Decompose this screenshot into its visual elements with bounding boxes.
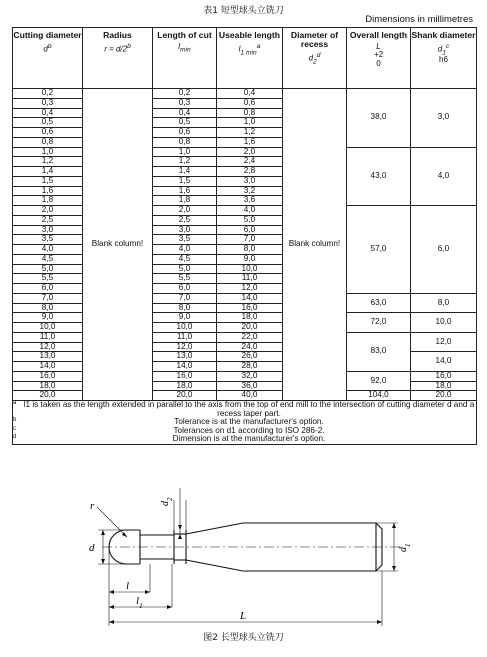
cell-cutting-diameter: 1,4 <box>13 167 83 177</box>
cell-useable-length: 12,0 <box>217 284 283 294</box>
units-note: Dimensions in millimetres <box>365 14 473 25</box>
table-row <box>13 313 477 323</box>
cell-shank-diameter: 20,0 <box>411 391 477 401</box>
cell-useable-length: 2,8 <box>217 167 283 177</box>
cell-radius-blank: Blank column! <box>83 89 153 401</box>
cell-useable-length: 20,0 <box>217 323 283 333</box>
table-body <box>13 89 477 401</box>
cell-cutting-diameter: 0,4 <box>13 108 83 118</box>
cell-shank-diameter: 16,0 <box>411 371 477 381</box>
label-d: d <box>89 542 95 554</box>
cell-length-of-cut: 3,0 <box>153 225 217 235</box>
cell-length-of-cut: 3,5 <box>153 235 217 245</box>
cell-useable-length: 6,0 <box>217 225 283 235</box>
cell-cutting-diameter: 16,0 <box>13 371 83 381</box>
cell-length-of-cut: 7,0 <box>153 293 217 303</box>
cell-overall-length: 72,0 <box>347 313 411 333</box>
cell-cutting-diameter: 9,0 <box>13 313 83 323</box>
label-r: r <box>90 500 95 512</box>
cell-length-of-cut: 6,0 <box>153 284 217 294</box>
cell-useable-length: 9,0 <box>217 254 283 264</box>
table-caption: 表1 短型球头立铣刀 <box>203 6 284 16</box>
cell-length-of-cut: 4,0 <box>153 245 217 255</box>
label-d2: $d_2$ <box>160 497 174 506</box>
cell-useable-length: 11,0 <box>217 274 283 284</box>
cell-length-of-cut: 1,6 <box>153 186 217 196</box>
cell-length-of-cut: 0,6 <box>153 128 217 138</box>
footnotes-row <box>13 401 477 445</box>
cell-useable-length: 5,0 <box>217 215 283 225</box>
cell-length-of-cut: 9,0 <box>153 313 217 323</box>
footnote-d: d Dimension is at the manufacturer's option. <box>13 434 326 444</box>
cell-length-of-cut: 0,3 <box>153 98 217 108</box>
footnotes <box>13 401 477 445</box>
cell-cutting-diameter: 14,0 <box>13 362 83 372</box>
cell-cutting-diameter: 11,0 <box>13 332 83 342</box>
cell-cutting-diameter: 7,0 <box>13 293 83 303</box>
cell-shank-diameter: 18,0 <box>411 381 477 391</box>
cell-length-of-cut: 0,5 <box>153 118 217 128</box>
cell-cutting-diameter: 20,0 <box>13 391 83 401</box>
cell-shank-diameter: 3,0 <box>411 89 477 148</box>
cell-useable-length: 4,0 <box>217 206 283 216</box>
cell-length-of-cut: 14,0 <box>153 362 217 372</box>
cell-useable-length: 1,2 <box>217 128 283 138</box>
cell-length-of-cut: 18,0 <box>153 381 217 391</box>
cell-cutting-diameter: 2,5 <box>13 215 83 225</box>
cell-length-of-cut: 13,0 <box>153 352 217 362</box>
cell-useable-length: 36,0 <box>217 381 283 391</box>
cell-length-of-cut: 5,5 <box>153 274 217 284</box>
cell-overall-length: 104,0 <box>347 391 411 401</box>
dimensions-table <box>12 27 477 445</box>
cell-useable-length: 1,6 <box>217 137 283 147</box>
cell-length-of-cut: 2,0 <box>153 206 217 216</box>
cell-length-of-cut: 2,5 <box>153 215 217 225</box>
cell-length-of-cut: 12,0 <box>153 342 217 352</box>
cell-cutting-diameter: 0,5 <box>13 118 83 128</box>
cell-shank-diameter: 6,0 <box>411 206 477 294</box>
cell-length-of-cut: 16,0 <box>153 371 217 381</box>
header-row <box>13 28 477 89</box>
cell-useable-length: 10,0 <box>217 264 283 274</box>
cell-useable-length: 8,0 <box>217 245 283 255</box>
label-l: l <box>126 580 130 592</box>
cell-shank-diameter: 14,0 <box>411 352 477 372</box>
cell-length-of-cut: 0,2 <box>153 89 217 99</box>
cell-cutting-diameter: 6,0 <box>13 284 83 294</box>
header-diameter-of-recess: Diameter of recess $d_2^d$ <box>283 28 347 89</box>
cell-overall-length: 83,0 <box>347 332 411 371</box>
cell-useable-length: 28,0 <box>217 362 283 372</box>
footnote-a: a l1 is taken as the length extended in parallel to the axis from the top of end mill to the intersection of cutting diameter d and a recess taper part. <box>13 400 475 418</box>
cell-length-of-cut: 4,5 <box>153 254 217 264</box>
cell-cutting-diameter: 0,2 <box>13 89 83 99</box>
cell-length-of-cut: 1,2 <box>153 157 217 167</box>
cell-useable-length: 0,4 <box>217 89 283 99</box>
end-mill-drawing <box>0 480 487 630</box>
cell-length-of-cut: 11,0 <box>153 332 217 342</box>
cell-length-of-cut: 0,4 <box>153 108 217 118</box>
cell-length-of-cut: 1,4 <box>153 167 217 177</box>
label-d1: $d_1$ <box>398 543 412 552</box>
cell-shank-diameter: 10,0 <box>411 313 477 333</box>
cell-useable-length: 2,4 <box>217 157 283 167</box>
header-shank-diameter: Shank diameter $d_1^c$ h6 <box>411 28 477 89</box>
cell-useable-length: 32,0 <box>217 371 283 381</box>
table-row <box>13 147 477 157</box>
label-L: L <box>240 610 247 622</box>
cell-overall-length: 92,0 <box>347 371 411 391</box>
cell-useable-length: 7,0 <box>217 235 283 245</box>
cell-useable-length: 0,8 <box>217 108 283 118</box>
cell-useable-length: 18,0 <box>217 313 283 323</box>
cell-length-of-cut: 1,8 <box>153 196 217 206</box>
cell-useable-length: 16,0 <box>217 303 283 313</box>
cell-cutting-diameter: 18,0 <box>13 381 83 391</box>
table-row <box>13 206 477 216</box>
cell-useable-length: 24,0 <box>217 342 283 352</box>
figure-caption: 图2 长型球头立铣刀 <box>203 633 284 643</box>
label-l1: $l_1$ <box>136 595 143 610</box>
cell-cutting-diameter: 10,0 <box>13 323 83 333</box>
cell-overall-length: 38,0 <box>347 89 411 148</box>
cell-shank-diameter: 4,0 <box>411 147 477 206</box>
cell-cutting-diameter: 3,0 <box>13 225 83 235</box>
cell-useable-length: 3,2 <box>217 186 283 196</box>
cell-cutting-diameter: 1,5 <box>13 176 83 186</box>
cell-cutting-diameter: 12,0 <box>13 342 83 352</box>
table-row <box>13 371 477 381</box>
cell-cutting-diameter: 2,0 <box>13 206 83 216</box>
table-row <box>13 293 477 303</box>
cell-overall-length: 63,0 <box>347 293 411 313</box>
cell-useable-length: 14,0 <box>217 293 283 303</box>
footnote-b: b Tolerance is at the manufacturer's option. <box>13 417 324 427</box>
cell-useable-length: 2,0 <box>217 147 283 157</box>
header-cutting-diameter: Cutting diameter $d^b$ <box>13 28 83 89</box>
cell-cutting-diameter: 0,8 <box>13 137 83 147</box>
cell-cutting-diameter: 1,8 <box>13 196 83 206</box>
cell-length-of-cut: 0,8 <box>153 137 217 147</box>
cell-cutting-diameter: 5,0 <box>13 264 83 274</box>
cell-recess-blank: Blank column! <box>283 89 347 401</box>
cell-cutting-diameter: 4,0 <box>13 245 83 255</box>
cell-useable-length: 1,0 <box>217 118 283 128</box>
cell-cutting-diameter: 1,6 <box>13 186 83 196</box>
header-length-of-cut: Length of cut $l_{min}$ <box>153 28 217 89</box>
cell-cutting-diameter: 8,0 <box>13 303 83 313</box>
cell-cutting-diameter: 1,0 <box>13 147 83 157</box>
cell-length-of-cut: 1,5 <box>153 176 217 186</box>
cell-useable-length: 0,6 <box>217 98 283 108</box>
cell-useable-length: 3,0 <box>217 176 283 186</box>
cell-length-of-cut: 1,0 <box>153 147 217 157</box>
cell-shank-diameter: 12,0 <box>411 332 477 352</box>
cell-overall-length: 43,0 <box>347 147 411 206</box>
cell-overall-length: 57,0 <box>347 206 411 294</box>
cell-cutting-diameter: 13,0 <box>13 352 83 362</box>
cell-length-of-cut: 8,0 <box>153 303 217 313</box>
footnote-c: c Tolerances on d1 according to ISO 286-2. <box>13 425 325 435</box>
cell-useable-length: 26,0 <box>217 352 283 362</box>
cell-length-of-cut: 5,0 <box>153 264 217 274</box>
cell-useable-length: 22,0 <box>217 332 283 342</box>
header-overall-length: Overall length L +2 0 <box>347 28 411 89</box>
cell-useable-length: 40,0 <box>217 391 283 401</box>
cell-cutting-diameter: 0,3 <box>13 98 83 108</box>
cell-cutting-diameter: 0,6 <box>13 128 83 138</box>
cell-useable-length: 3,6 <box>217 196 283 206</box>
table-row <box>13 332 477 342</box>
cell-length-of-cut: 20,0 <box>153 391 217 401</box>
cell-length-of-cut: 10,0 <box>153 323 217 333</box>
table-row <box>13 89 477 99</box>
cell-cutting-diameter: 5,5 <box>13 274 83 284</box>
header-useable-length: Useable length $l_{1 min}^a$ <box>217 28 283 89</box>
cell-cutting-diameter: 1,2 <box>13 157 83 167</box>
cell-shank-diameter: 8,0 <box>411 293 477 313</box>
cell-cutting-diameter: 3,5 <box>13 235 83 245</box>
cell-cutting-diameter: 4,5 <box>13 254 83 264</box>
header-radius: Radius $r = d/2^b$ <box>83 28 153 89</box>
